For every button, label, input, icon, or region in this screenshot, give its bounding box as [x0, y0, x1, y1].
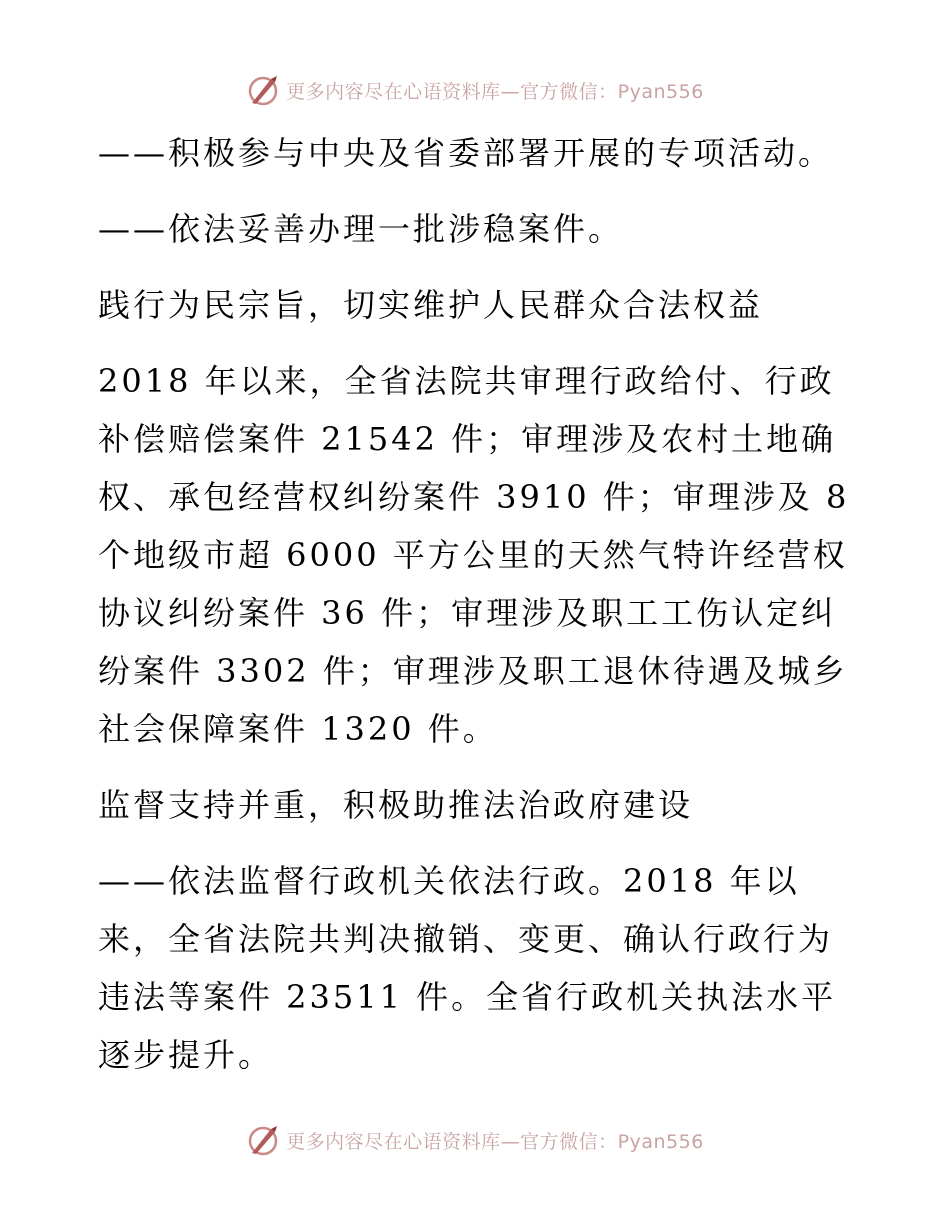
paragraph-stability-cases: ——依法妥善办理一批涉稳案件。: [98, 210, 624, 248]
watermark-text: 更多内容尽在心语资料库—官方微信：Pyan556: [286, 1130, 704, 1153]
watermark-footer: [0, 1120, 950, 1160]
quill-pen-circle-icon: [246, 73, 280, 107]
paragraph-case-statistics: 2018 年以来，全省法院共审理行政给付、行政补偿赔偿案件 21542 件；审理涉及农村土地确权、承包经营权纠纷案件 3910 件；审理涉及 8 个地级市超 6000 平方公里的天然气特许经营权协议纠纷案件 36 件；审理涉及职工工伤认定纠纷案件 3302 件；审理涉及职工退休待遇及城乡社会保障案件 1320 件。: [98, 362, 850, 748]
watermark-header: [0, 70, 950, 110]
section-heading-rule-of-law: 监督支持并重，积极助推法治政府建设: [98, 786, 694, 824]
watermark-text: 更多内容尽在心语资料库—官方微信：Pyan556: [286, 80, 704, 103]
quill-pen-circle-icon: [246, 1123, 280, 1157]
section-heading-people-rights: 践行为民宗旨，切实维护人民群众合法权益: [98, 286, 764, 324]
paragraph-special-activities: ——积极参与中央及省委部署开展的专项活动。: [98, 134, 834, 172]
paragraph-supervision: ——依法监督行政机关依法行政。2018 年以来，全省法院共判决撤销、变更、确认行政行为违法等案件 23511 件。全省行政机关执法水平逐步提升。: [98, 862, 837, 1074]
document-body: [98, 124, 858, 1084]
